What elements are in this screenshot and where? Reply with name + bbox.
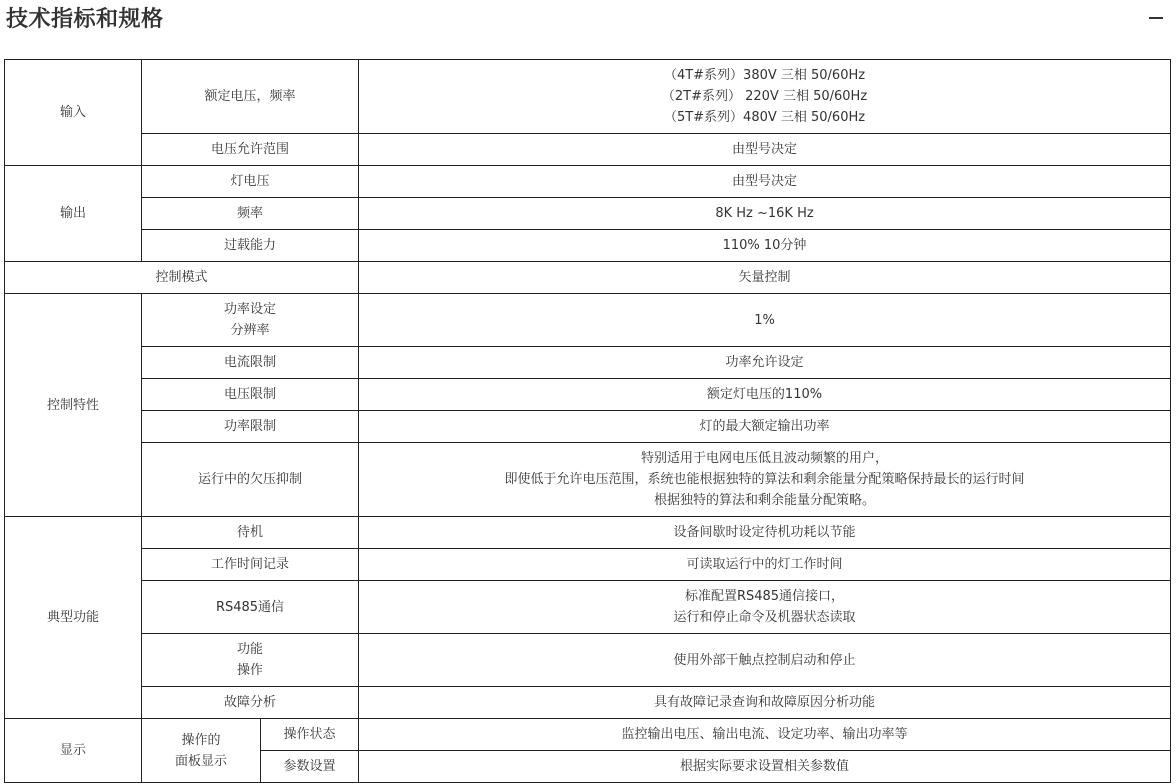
param-cell-control-mode: 控制模式 [5,262,359,294]
param-line: 面板显示 [174,753,227,769]
param-cell: 功率限制 [142,411,359,443]
section-header [0,0,1176,44]
subparam-cell: 参数设置 [261,751,359,783]
param-line: 分辨率 [230,323,270,338]
value-cell: 矢量控制 [359,262,1171,294]
table-row [5,411,1171,443]
param-cell: 频率 [142,198,359,230]
value-cell: 使用外部干触点控制启动和停止 [359,634,1171,687]
table-row [5,166,1171,198]
category-cell-input: 输入 [5,60,142,166]
param-cell: 电压限制 [142,379,359,411]
value-line: （2T#系列） 220V 三相 50/60Hz [661,89,868,104]
value-cell: 根据实际要求设置相关参数值 [359,751,1171,783]
value-cell: 由型号决定 [359,166,1171,198]
value-cell [359,60,1171,134]
value-line: （5T#系列）480V 三相 50/60Hz [663,110,866,125]
value-line: 根据独特的算法和剩余能量分配策略。 [654,493,876,508]
table-row [5,687,1171,719]
value-cell: 110% 10分钟 [359,230,1171,262]
table-row [5,262,1171,294]
value-line: 即使低于允许电压范围，系统也能根据独特的算法和剩余能量分配策略保持最长的运行时间 [504,472,1025,487]
param-cell: 待机 [142,517,359,549]
table-row [5,517,1171,549]
value-cell: 监控输出电压、输出电流、设定功率、输出功率等 [359,719,1171,751]
param-cell-panel [142,719,261,783]
value-line: （4T#系列）380V 三相 50/60Hz [663,68,866,83]
value-cell: 可读取运行中的灯工作时间 [359,549,1171,581]
param-cell: 电压允许范围 [142,134,359,166]
param-cell: 工作时间记录 [142,549,359,581]
param-cell: 故障分析 [142,687,359,719]
value-cell: 功率允许设定 [359,347,1171,379]
param-cell: 运行中的欠压抑制 [142,443,359,517]
page-title: 技术指标和规格 [6,7,164,32]
table-row [5,719,1171,751]
table-row [5,549,1171,581]
minus-icon [1149,17,1163,19]
table-row [5,581,1171,634]
param-line: 操作 [237,663,264,678]
param-cell: 额定电压，频率 [142,60,359,134]
param-cell [142,634,359,687]
category-cell-output: 输出 [5,166,142,262]
value-cell [359,443,1171,517]
value-cell: 8K Hz ~16K Hz [359,198,1171,230]
table-row [5,634,1171,687]
value-cell: 灯的最大额定输出功率 [359,411,1171,443]
value-line: 运行和停止命令及机器状态读取 [673,610,856,625]
category-cell-functions: 典型功能 [5,517,142,719]
subparam-cell: 操作状态 [261,719,359,751]
value-cell: 由型号决定 [359,134,1171,166]
param-line: 功能 [237,642,264,657]
spec-table [4,59,1171,783]
value-line: 特别适用于电网电压低且波动频繁的用户， [641,451,889,466]
value-line: 标准配置RS485通信接口， [684,589,845,604]
table-row [5,198,1171,230]
table-row [5,134,1171,166]
table-row [5,60,1171,134]
param-cell [142,294,359,347]
collapse-toggle[interactable] [1146,6,1170,30]
table-row [5,230,1171,262]
param-cell: 过载能力 [142,230,359,262]
table-row [5,443,1171,517]
table-row [5,379,1171,411]
value-cell: 额定灯电压的110% [359,379,1171,411]
param-line: 操作的 [181,732,221,748]
param-line: 功率设定 [224,302,277,317]
value-cell: 设备间歇时设定待机功耗以节能 [359,517,1171,549]
category-cell-control: 控制特性 [5,294,142,517]
category-cell-display: 显示 [5,719,142,783]
table-row [5,347,1171,379]
value-cell: 1% [359,294,1171,347]
table-row [5,294,1171,347]
param-cell: 电流限制 [142,347,359,379]
param-cell: RS485通信 [142,581,359,634]
value-cell [359,581,1171,634]
param-cell: 灯电压 [142,166,359,198]
value-cell: 具有故障记录查询和故障原因分析功能 [359,687,1171,719]
